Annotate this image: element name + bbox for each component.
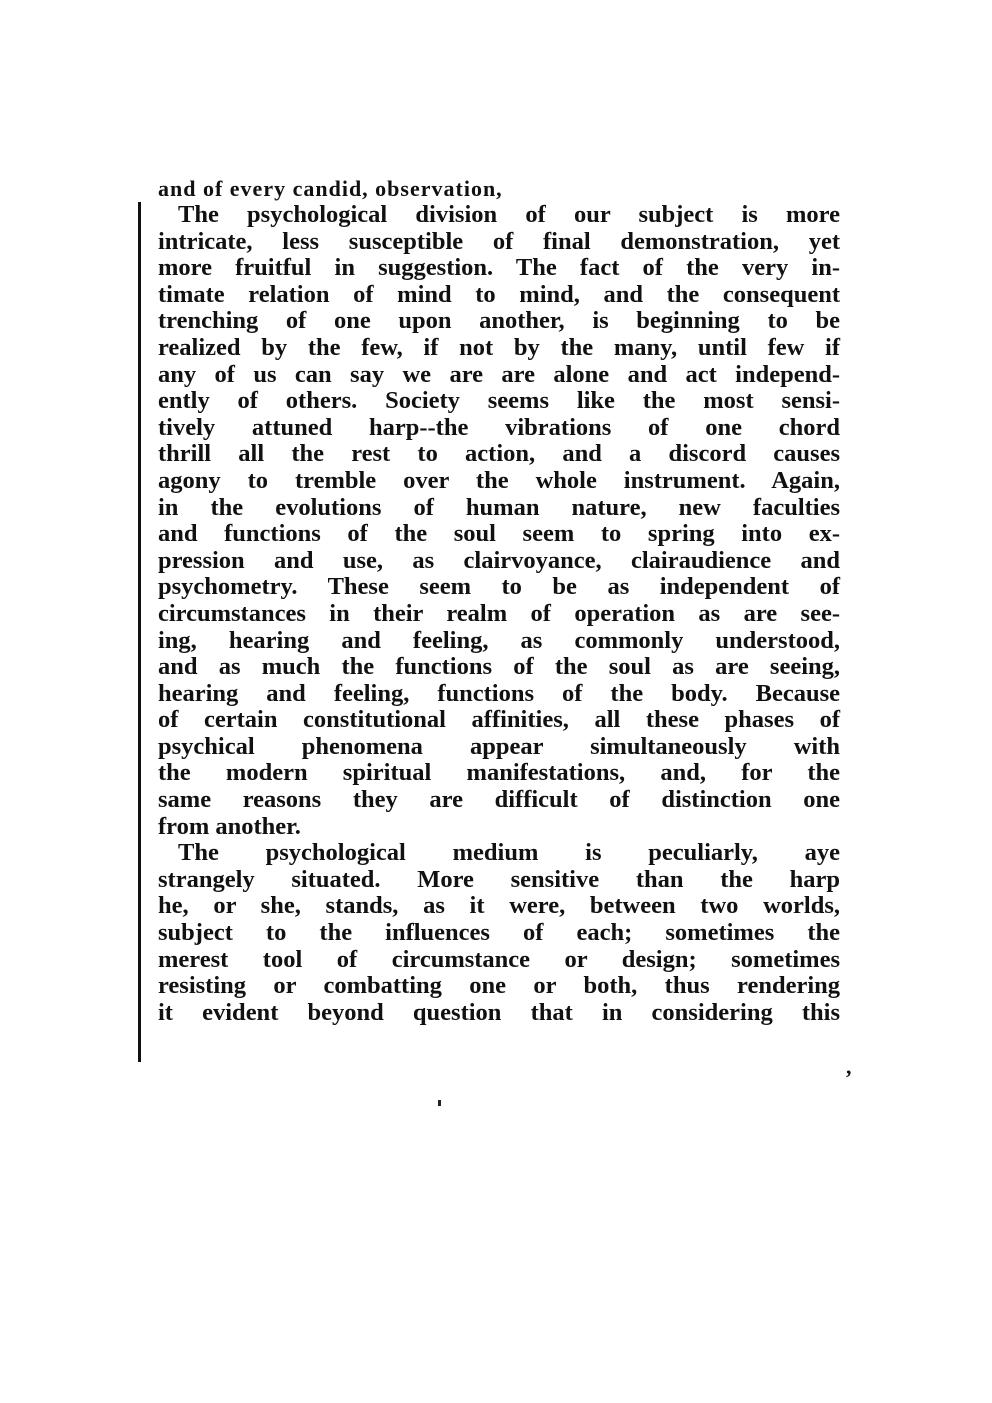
text-line: from another.: [158, 812, 301, 840]
text-line: and functions of the soul seem to spring into ex-: [158, 520, 840, 548]
article-column: [158, 202, 840, 1026]
text-line: intricate, less susceptible of final demonstration, yet: [158, 227, 840, 255]
newspaper-clipping: [138, 176, 853, 1080]
text-line: hearing and feeling, functions of the body. Because: [158, 679, 840, 707]
text-line: thrill all the rest to action, and a discord causes: [158, 440, 840, 468]
text-line: resisting or combatting one or both, thus rendering: [158, 972, 840, 1000]
text-line: psychometry. These seem to be as independent of: [158, 573, 840, 601]
text-line: same reasons they are difficult of distinction one: [158, 786, 840, 814]
paragraph-2: [158, 840, 840, 1026]
text-line: circumstances in their realm of operation as are see-: [158, 599, 840, 627]
text-line: psychical phenomena appear simultaneously with: [158, 732, 840, 760]
stray-ink-mark: [438, 1100, 441, 1106]
trailing-mark: ,: [846, 1054, 852, 1079]
text-line: it evident beyond question that in considering this: [158, 998, 840, 1026]
text-line: timate relation of mind to mind, and the consequent: [158, 280, 840, 308]
column-rule: [138, 202, 141, 1062]
text-line: the modern spiritual manifestations, and, for the: [158, 759, 840, 787]
text-line: ently of others. Society seems like the most sensi-: [158, 387, 840, 415]
paragraph-1: [158, 202, 840, 840]
text-line: pression and use, as clairvoyance, clairaudience and: [158, 546, 840, 574]
text-line: more fruitful in suggestion. The fact of the very in-: [158, 254, 840, 282]
text-line: The psychological division of our subject is more: [178, 201, 840, 228]
text-line: of certain constitutional affinities, all these phases of: [158, 706, 840, 734]
text-line: he, or she, stands, as it were, between two worlds,: [158, 892, 840, 920]
text-line: agony to tremble over the whole instrument. Again,: [158, 466, 840, 494]
text-line: any of us can say we are are alone and act independ-: [158, 360, 840, 388]
text-line: in the evolutions of human nature, new faculties: [158, 493, 840, 521]
text-line: merest tool of circumstance or design; sometimes: [158, 945, 840, 973]
text-line: and as much the functions of the soul as are seeing,: [158, 653, 840, 681]
text-line: tively attuned harp--the vibrations of one chord: [158, 413, 840, 441]
text-line: strangely situated. More sensitive than the harp: [158, 865, 840, 893]
text-line: The psychological medium is peculiarly, aye: [178, 839, 840, 867]
text-line: subject to the influences of each; sometimes the: [158, 919, 840, 947]
text-line: realized by the few, if not by the many, until few if: [158, 333, 840, 361]
cut-off-text: and of every candid, observation,: [158, 176, 503, 201]
text-line: trenching of one upon another, is beginning to be: [158, 307, 840, 335]
text-line: ing, hearing and feeling, as commonly understood,: [158, 626, 840, 654]
